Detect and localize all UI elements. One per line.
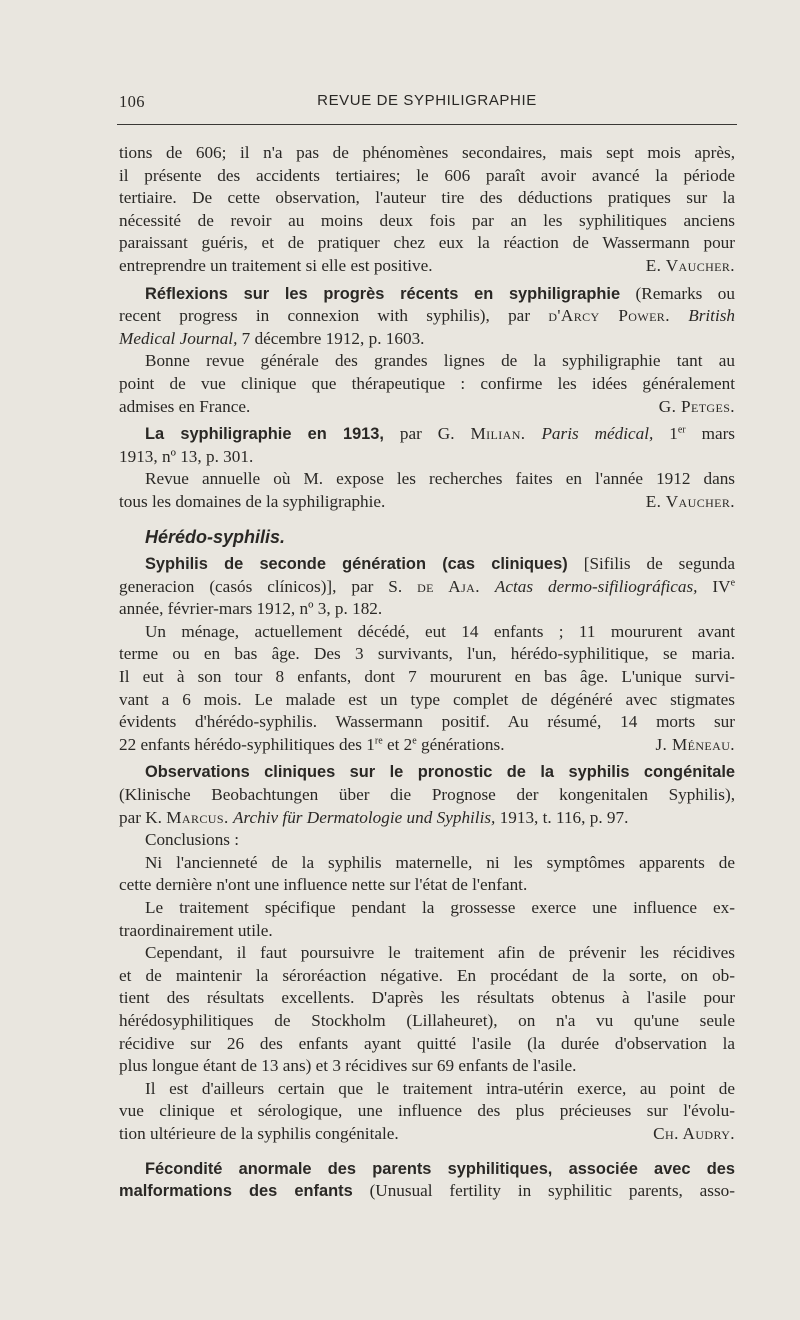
- text-fragment: [712, 577, 735, 596]
- journal-name: Actas dermo-sifiliográficas,: [494, 576, 698, 596]
- text-line: [119, 576, 735, 599]
- entry-heading-line: [119, 283, 735, 306]
- text-line: plus longue étant de 13 ans) et 3 récidives sur 69 enfants de l'asile.: [119, 1056, 577, 1076]
- text-line: [119, 734, 735, 757]
- review-entry: [119, 1158, 735, 1203]
- text-line: Cependant, il faut poursuivre le traitement afin de prévenir les récidives: [145, 943, 735, 963]
- text-line: tions de 606; il n'a pas de phénomènes secondaires, mais sept mois après,: [119, 143, 735, 162]
- text-line: [119, 305, 735, 328]
- text-line: tient des résultats excellents. D'après les résultats obtenus à l'asile pour: [119, 988, 735, 1008]
- text-fragment: IV: [712, 576, 731, 596]
- text-fragment: 7 décembre 1912, p. 1603.: [241, 328, 425, 348]
- page-body: [119, 142, 735, 1203]
- text-line: Le traitement spécifique pendant la grossesse exerce une influence ex-: [145, 898, 735, 917]
- text-line: évidents d'hérédo-syphilis. Wassermann positif. Au résumé, 14 morts sur: [119, 712, 735, 732]
- text-line: récidive sur 26 des enfants ayant quitté l'asile (la durée d'observation la: [119, 1033, 735, 1053]
- reviewer-signature: J. Méneau.: [655, 734, 735, 754]
- text-line: tertiaire. De cette observation, l'auteur tire des déductions pratiques sur la: [119, 188, 735, 208]
- entry-author: de Aja.: [417, 576, 480, 596]
- text-line: terme ou en bas âge. Des 3 survivants, l'un, hérédo-syphilitique, se maria.: [119, 644, 735, 664]
- text-line: [119, 1180, 735, 1203]
- continued-review: [119, 142, 735, 278]
- text-fragment: 22 enfants hérédo-syphilitiques des 1: [119, 734, 375, 754]
- text-fragment: [Sifilis de segunda: [583, 554, 736, 574]
- entry-title: La syphiligraphie en 1913,: [145, 425, 384, 444]
- text-fragment: 1913, t. 116, p. 97.: [499, 807, 629, 827]
- entry-author: d'Arcy Power.: [548, 306, 670, 326]
- superscript: e: [730, 576, 736, 588]
- review-entry: [119, 761, 735, 1145]
- text-line: vue clinique et sérologique, une influence des plus précieuses sur l'évolu-: [119, 1101, 735, 1121]
- text-fragment: tion ultérieure de la syphilis congénitale.: [119, 1123, 399, 1143]
- text-line: [119, 396, 735, 419]
- text-line: il présente des accidents tertiaires; le 606 paraît avoir avancé la période: [119, 165, 735, 185]
- entry-author: Marcus.: [166, 807, 229, 827]
- text-line: 1913, nº 13, p. 301.: [119, 446, 254, 466]
- text-line: traordinairement utile.: [119, 920, 273, 940]
- text-fragment: generacion (casós clínicos)], par S.: [119, 576, 403, 596]
- text-fragment: 1: [669, 424, 678, 444]
- text-line: [119, 328, 735, 351]
- text-fragment: entreprendre un traitement si elle est positive.: [119, 255, 433, 275]
- entry-title: malformations des enfants: [119, 1182, 353, 1201]
- text-line: Conclusions :: [145, 830, 240, 850]
- entry-heading-line: [119, 553, 735, 576]
- text-fragment: par G.: [399, 424, 455, 444]
- superscript: er: [677, 424, 686, 436]
- text-line: (Klinische Beobachtungen über die Prognose der kongenitalen Syphilis),: [119, 785, 735, 805]
- entry-title: Fécondité anormale des parents syphilitiques, associée avec des: [145, 1159, 735, 1178]
- text-fragment: par K.: [119, 807, 162, 827]
- journal-name: Paris médical,: [541, 424, 654, 444]
- text-line: hérédosyphilitiques de Stockholm (Lillaheuret), on n'a vu qu'une seule: [119, 1010, 735, 1030]
- text-line: cette dernière n'ont une influence nette sur l'état de l'enfant.: [119, 875, 528, 895]
- text-line: nécessité de revoir au moins deux fois par an les syphilitiques anciens: [119, 210, 735, 230]
- text-line: Il est d'ailleurs certain que le traitement intra-utérin exerce, au point de: [145, 1078, 735, 1098]
- text-fragment: mars: [701, 424, 735, 444]
- review-entry: [119, 283, 735, 419]
- text-line: et de maintenir la séroréaction négative. En procédant de la sorte, on ob-: [119, 965, 735, 985]
- text-fragment: admises en France.: [119, 396, 251, 416]
- review-entry: [119, 423, 735, 513]
- superscript: e: [412, 735, 417, 747]
- page-number: 106: [119, 92, 145, 111]
- text-line: [119, 807, 735, 830]
- text-line: point de vue clinique que thérapeutique : confirme les idées généralement: [119, 373, 735, 393]
- review-entry: [119, 553, 735, 756]
- entry-heading-line: [119, 423, 735, 446]
- reviewer-signature: G. Petges.: [658, 396, 735, 416]
- text-fragment: et 2: [386, 734, 413, 754]
- entry-title: Observations cliniques sur le pronostic de la syphilis congénitale: [145, 763, 735, 782]
- journal-name: Archiv für Dermatologie und Syphilis,: [232, 807, 496, 827]
- text-line: Revue annuelle où M. expose les recherches faites en l'année 1912 dans: [145, 469, 735, 489]
- text-line: [119, 255, 735, 278]
- superscript: re: [374, 735, 383, 747]
- text-line: [119, 491, 735, 514]
- text-line: [119, 1123, 735, 1146]
- entry-title: Réflexions sur les progrès récents en syphiligraphie: [145, 284, 621, 303]
- entry-title: Syphilis de seconde génération (cas cliniques): [145, 555, 568, 574]
- text-fragment: (Unusual fertility in syphilitic parents, asso-: [369, 1181, 736, 1201]
- text-line: année, février-mars 1912, nº 3, p. 182.: [119, 599, 383, 619]
- text-fragment: [669, 424, 735, 443]
- entry-author: Milian.: [470, 424, 526, 444]
- text-fragment: tous les domaines de la syphiligraphie.: [119, 491, 386, 511]
- text-line: Il eut à son tour 8 enfants, dont 7 moururent en bas âge. L'unique survi-: [119, 667, 735, 687]
- reviewer-signature: E. Vaucher.: [645, 491, 735, 511]
- text-line: Ni l'ancienneté de la syphilis maternelle, ni les symptômes apparents de: [145, 852, 735, 872]
- text-line: paraissant guéris, et de pratiquer chez eux la réaction de Wassermann pour: [119, 233, 735, 253]
- text-fragment: générations.: [420, 734, 505, 754]
- section-heading: Hérédo-syphilis.: [145, 526, 286, 547]
- header-rule: [117, 124, 737, 125]
- text-line: Bonne revue générale des grandes lignes de la syphiligraphie tant au: [145, 351, 735, 371]
- text-fragment: recent progress in connexion with syphilis), par: [119, 306, 531, 326]
- text-line: Un ménage, actuellement décédé, eut 14 enfants ; 11 moururent avant: [145, 621, 735, 641]
- text-line: vant a 6 mois. Le malade est un type complet de dégénéré avec stigmates: [119, 689, 735, 709]
- reviewer-signature: E. Vaucher.: [645, 255, 735, 275]
- journal-name: British: [688, 306, 736, 326]
- journal-name: Medical Journal,: [119, 328, 238, 348]
- running-title: REVUE DE SYPHILIGRAPHIE: [317, 92, 537, 109]
- text-fragment: (Remarks ou: [635, 283, 735, 303]
- reviewer-signature: Ch. Audry.: [653, 1123, 735, 1143]
